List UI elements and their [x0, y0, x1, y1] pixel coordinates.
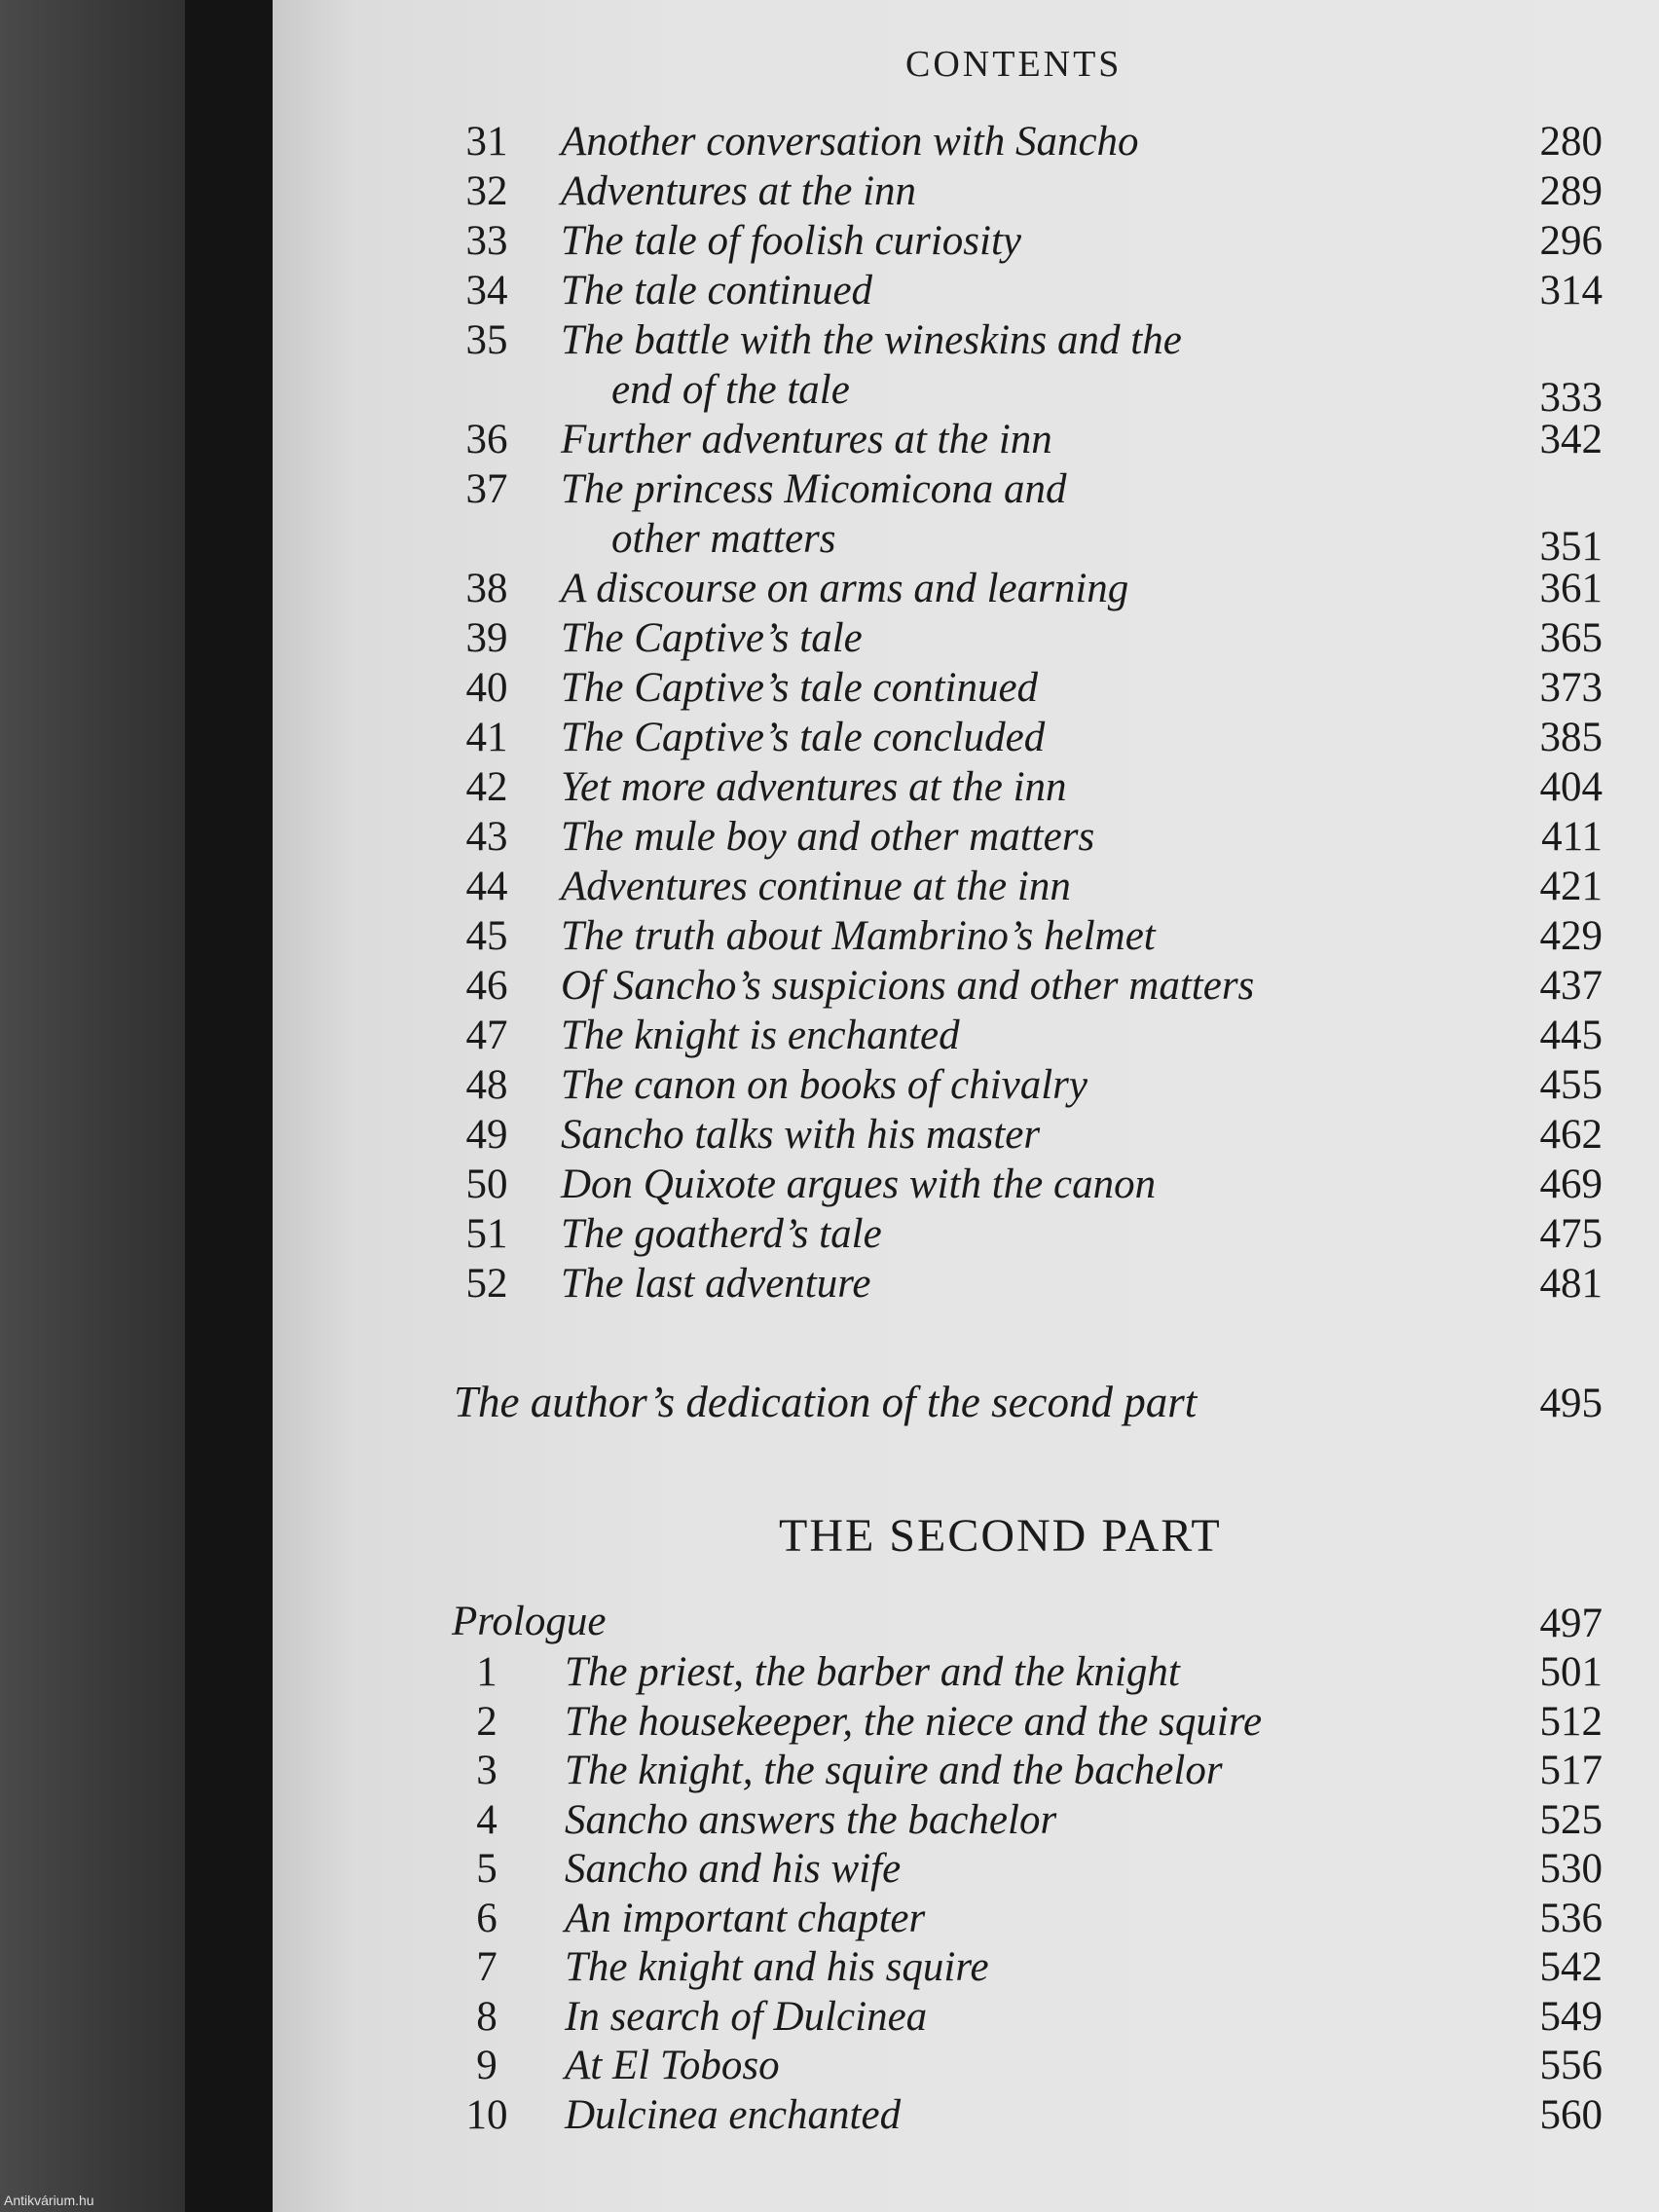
chapter-number: 51 [465, 1211, 508, 1257]
chapter-number: 7 [476, 1944, 498, 1990]
chapter-number: 8 [476, 1993, 498, 2040]
chapter-number: 36 [465, 417, 508, 462]
chapter-number: 33 [465, 218, 508, 264]
chapter-title: Of Sancho’s suspicions and other matters [561, 963, 1255, 1009]
chapter-title-continued: end of the tale [611, 367, 850, 413]
chapter-number: 46 [465, 963, 508, 1009]
chapter-title: Sancho answers the bachelor [565, 1796, 1057, 1843]
chapter-number: 38 [465, 566, 508, 611]
part-heading: THE SECOND PART [779, 1510, 1222, 1562]
toc-entry [0, 1255, 1659, 1313]
chapter-title: The princess Micomicona and [561, 466, 1067, 512]
chapter-number: 49 [465, 1112, 508, 1158]
chapter-number: 37 [465, 466, 508, 512]
dedication-page-number: 495 [1539, 1381, 1603, 1426]
chapter-title: The mule boy and other matters [561, 814, 1095, 860]
chapter-title: The knight, the squire and the bachelor [565, 1748, 1223, 1793]
chapter-page-number: 501 [1539, 1649, 1603, 1695]
chapter-page-number: 536 [1539, 1895, 1603, 1941]
chapter-title: Sancho talks with his master [561, 1112, 1041, 1158]
chapter-page-number: 469 [1539, 1161, 1603, 1207]
chapter-title: Sancho and his wife [565, 1846, 902, 1892]
chapter-number: 41 [465, 715, 508, 760]
toc-entry [0, 312, 1659, 421]
chapter-title: The battle with the wineskins and the [561, 317, 1182, 363]
chapter-page-number: 296 [1539, 218, 1603, 264]
chapter-number: 3 [476, 1748, 498, 1793]
chapter-page-number: 429 [1539, 913, 1603, 959]
chapter-title: At El Toboso [565, 2043, 780, 2088]
chapter-number: 40 [465, 665, 508, 711]
prologue-title: Prologue [452, 1599, 607, 1644]
chapter-page-number: 512 [1539, 1698, 1603, 1745]
chapter-page-number: 475 [1539, 1211, 1603, 1257]
chapter-page-number: 289 [1539, 168, 1603, 214]
chapter-title: The knight is enchanted [561, 1013, 960, 1058]
chapter-number: 9 [476, 2043, 498, 2088]
chapter-number: 5 [476, 1846, 498, 1892]
chapter-number: 45 [465, 913, 508, 959]
chapter-number: 34 [465, 268, 508, 313]
chapter-number: 6 [476, 1895, 498, 1941]
chapter-number: 42 [465, 764, 508, 810]
chapter-page-number: 530 [1539, 1846, 1603, 1892]
chapter-page-number: 342 [1539, 417, 1603, 462]
chapter-page-number: 517 [1539, 1748, 1603, 1793]
chapter-page-number: 560 [1539, 2091, 1603, 2138]
chapter-page-number: 525 [1539, 1796, 1603, 1843]
chapter-page-number: 404 [1539, 764, 1603, 810]
chapter-page-number: 455 [1539, 1062, 1603, 1108]
chapter-number: 35 [465, 317, 508, 363]
chapter-page-number: 361 [1539, 566, 1603, 611]
chapter-number: 52 [465, 1261, 508, 1307]
chapter-page-number: 351 [1539, 524, 1603, 570]
chapter-title: Adventures continue at the inn [561, 864, 1071, 909]
chapter-title: A discourse on arms and learning [561, 566, 1129, 611]
chapter-title: The knight and his squire [565, 1944, 989, 1990]
chapter-number: 48 [465, 1062, 508, 1108]
chapter-number: 43 [465, 814, 508, 860]
chapter-page-number: 411 [1541, 814, 1603, 860]
chapter-title: Another conversation with Sancho [561, 119, 1139, 165]
chapter-page-number: 556 [1539, 2043, 1603, 2088]
chapter-number: 39 [465, 615, 508, 661]
watermark: Antikvárium.hu [4, 2193, 94, 2208]
chapter-title: The housekeeper, the niece and the squire [565, 1698, 1263, 1745]
chapter-page-number: 445 [1539, 1013, 1603, 1058]
chapter-page-number: 462 [1539, 1112, 1603, 1158]
chapter-title: The Captive’s tale [561, 615, 863, 661]
chapter-title: Yet more adventures at the inn [561, 764, 1067, 810]
chapter-title: Adventures at the inn [561, 168, 917, 214]
toc-entry [0, 2086, 1659, 2145]
chapter-title: The Captive’s tale continued [561, 665, 1039, 711]
chapter-page-number: 542 [1539, 1944, 1603, 1990]
chapter-page-number: 365 [1539, 615, 1603, 661]
chapter-title: Don Quixote argues with the canon [561, 1161, 1157, 1207]
chapter-number: 2 [476, 1698, 498, 1745]
chapter-number: 31 [465, 119, 508, 165]
chapter-page-number: 421 [1539, 864, 1603, 909]
chapter-title: The tale continued [561, 268, 873, 313]
toc-entry [0, 461, 1659, 570]
chapter-number: 44 [465, 864, 508, 909]
dedication-title: The author’s dedication of the second part [454, 1378, 1198, 1426]
chapter-page-number: 373 [1539, 665, 1603, 711]
chapter-title: The priest, the barber and the knight [565, 1649, 1180, 1695]
chapter-number: 1 [476, 1649, 498, 1695]
prologue-page-number: 497 [1539, 1601, 1603, 1646]
chapter-number: 4 [476, 1796, 498, 1843]
chapter-title: Dulcinea enchanted [565, 2091, 902, 2138]
chapter-number: 10 [465, 2091, 508, 2138]
chapter-page-number: 385 [1539, 715, 1603, 760]
chapter-title: The canon on books of chivalry [561, 1062, 1088, 1108]
chapter-number: 50 [465, 1161, 508, 1207]
chapter-number: 47 [465, 1013, 508, 1058]
chapter-title: In search of Dulcinea [565, 1993, 928, 2040]
chapter-page-number: 481 [1539, 1261, 1603, 1307]
chapter-page-number: 437 [1539, 963, 1603, 1009]
page-header: CONTENTS [905, 44, 1123, 85]
chapter-title: The goatherd’s tale [561, 1211, 882, 1257]
chapter-page-number: 280 [1539, 119, 1603, 165]
chapter-page-number: 314 [1539, 268, 1603, 313]
chapter-title: The Captive’s tale concluded [561, 715, 1046, 760]
chapter-page-number: 549 [1539, 1993, 1603, 2040]
chapter-title: The tale of foolish curiosity [561, 218, 1021, 264]
chapter-title: Further adventures at the inn [561, 417, 1052, 462]
chapter-title: The truth about Mambrino’s helmet [561, 913, 1156, 959]
chapter-title-continued: other matters [611, 516, 836, 562]
chapter-title: The last adventure [561, 1261, 871, 1307]
chapter-number: 32 [465, 168, 508, 214]
chapter-page-number: 333 [1539, 375, 1603, 421]
chapter-title: An important chapter [565, 1895, 926, 1941]
